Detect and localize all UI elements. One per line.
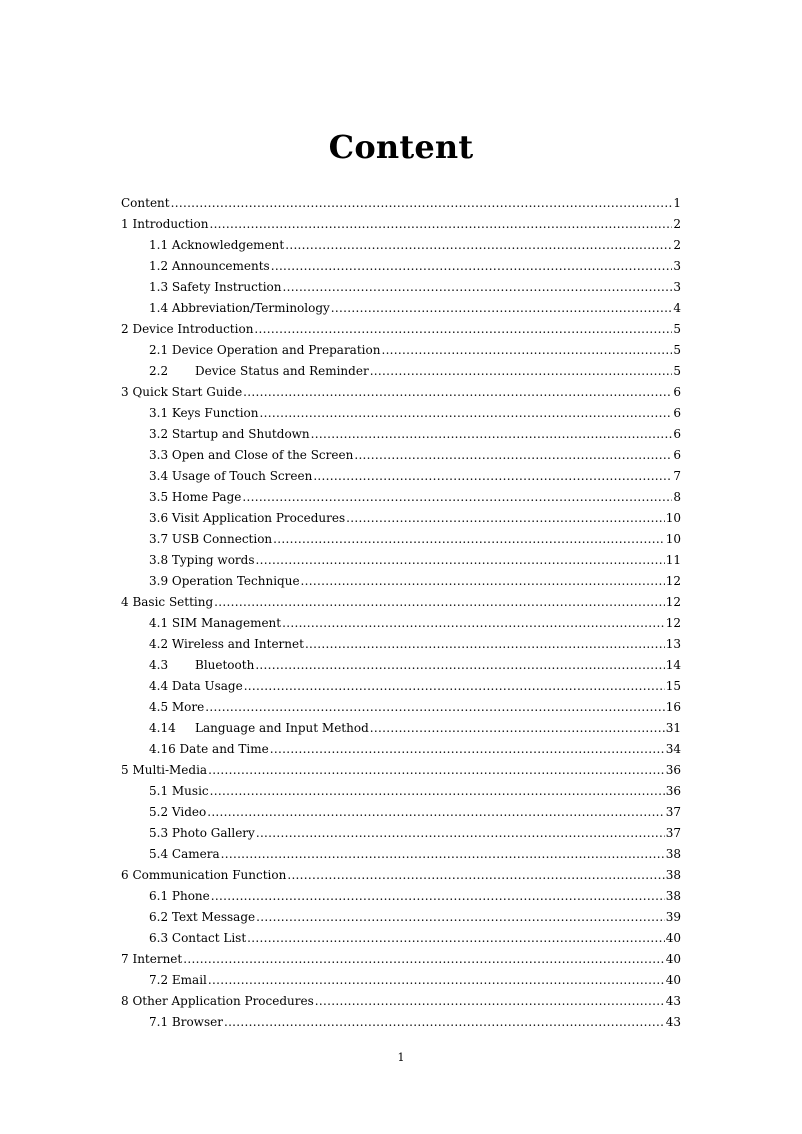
toc-entry[interactable] [121,489,681,510]
toc-entry-title: 1.4 Abbreviation/Terminology [149,301,330,315]
toc-leader-dots [214,594,665,610]
toc-leader-dots [287,867,664,883]
toc-entry-title: 1.3 Safety Instruction [149,280,282,294]
toc-leader-dots [171,195,673,211]
toc-entry[interactable] [121,573,681,594]
toc-leader-dots [315,993,665,1009]
toc-entry[interactable] [121,762,681,783]
toc-entry[interactable] [121,930,681,951]
toc-entry-title: 1.2 Announcements [149,259,270,273]
toc-entry[interactable] [121,615,681,636]
toc-entry-page: 12 [665,616,681,630]
toc-entry[interactable] [121,531,681,552]
toc-entry[interactable] [121,447,681,468]
toc-entry-page: 3 [673,280,681,294]
toc-leader-dots [244,678,665,694]
toc-entry-title: 3.3 Open and Close of the Screen [149,448,354,462]
toc-entry-page: 3 [673,259,681,273]
toc-entry-title: 4.1 SIM Management [149,616,282,630]
toc-leader-dots [205,699,664,715]
toc-entry-title: 3.1 Keys Function [149,406,259,420]
toc-entry[interactable] [121,972,681,993]
toc-entry-title: 7 Internet [121,952,183,966]
toc-entry-page: 31 [665,721,681,735]
toc-leader-dots [208,972,665,988]
toc-entry[interactable] [121,594,681,615]
toc-entry-page: 5 [673,322,681,336]
toc-leader-dots [346,510,665,526]
toc-leader-dots [210,783,665,799]
toc-entry[interactable] [121,300,681,321]
toc-leader-dots [207,804,665,820]
toc-entry-title: 5.1 Music [149,784,209,798]
toc-entry-page: 10 [665,532,681,546]
toc-entry-page: 37 [665,805,681,819]
toc-entry[interactable] [121,720,681,741]
toc-entry[interactable] [121,888,681,909]
toc-entry-page: 7 [673,469,681,483]
toc-leader-dots [247,930,665,946]
toc-leader-dots [370,720,665,736]
toc-entry[interactable] [121,237,681,258]
toc-entry-page: 43 [665,994,681,1008]
toc-entry-page: 5 [673,343,681,357]
toc-entry-title: 6.3 Contact List [149,931,247,945]
toc-entry-page: 6 [673,448,681,462]
toc-entry[interactable] [121,1014,681,1035]
toc-leader-dots [256,552,665,568]
toc-entry-title: 3.8 Typing words [149,553,255,567]
toc-entry[interactable] [121,426,681,447]
toc-entry-title: 6 Communication Function [121,868,287,882]
toc-leader-dots [282,615,665,631]
toc-entry-page: 38 [665,889,681,903]
toc-entry-page: 39 [665,910,681,924]
toc-entry-page: 12 [665,595,681,609]
toc-leader-dots [271,258,673,274]
toc-entry-title: 3.6 Visit Application Procedures [149,511,346,525]
toc-entry-number: 4.14 [149,721,176,735]
toc-leader-dots [354,447,672,463]
toc-entry-page: 6 [673,406,681,420]
toc-leader-dots [255,657,664,673]
toc-entry[interactable] [121,405,681,426]
toc-leader-dots [301,573,665,589]
toc-entry[interactable] [121,468,681,489]
toc-entry[interactable] [121,258,681,279]
toc-entry-page: 14 [665,658,681,672]
toc-leader-dots [273,531,665,547]
toc-entry-page: 34 [665,742,681,756]
toc-entry[interactable] [121,657,681,678]
toc-entry-page: 37 [665,826,681,840]
toc-entry-page: 40 [665,973,681,987]
toc-entry[interactable] [121,342,681,363]
toc-entry-title: 4 Basic Setting [121,595,214,609]
toc-entry[interactable] [121,825,681,846]
toc-entry-title: 3.7 USB Connection [149,532,273,546]
toc-entry-page: 38 [665,868,681,882]
toc-entry-page: 6 [673,385,681,399]
toc-leader-dots [270,741,665,757]
toc-entry-number: 2.2 [149,364,169,378]
toc-leader-dots [183,951,664,967]
toc-entry-page: 10 [665,511,681,525]
toc-entry-title: Content [121,196,170,210]
toc-entry[interactable] [121,552,681,573]
toc-entry-title: 7.1 Browser [149,1015,223,1029]
toc-entry-page: 4 [673,301,681,315]
toc-entry-text: Device Status and Reminder [195,364,369,378]
toc-leader-dots [209,216,672,232]
toc-entry-title: 2 Device Introduction [121,322,254,336]
toc-entry-title: 4.16 Date and Time [149,742,269,756]
toc-entry-page: 40 [665,952,681,966]
toc-entry-title: 6.1 Phone [149,889,210,903]
toc-entry-title: 4.2 Wireless and Internet [149,637,304,651]
toc-entry-title: 2.1 Device Operation and Preparation [149,343,381,357]
toc-leader-dots [381,342,672,358]
toc-entry-page: 2 [673,217,681,231]
toc-entry[interactable] [121,636,681,657]
toc-leader-dots [254,321,672,337]
toc-entry-title: 1.1 Acknowledgement [149,238,285,252]
toc-entry-page: 38 [665,847,681,861]
toc-entry-title [149,363,369,379]
toc-entry[interactable] [121,783,681,804]
toc-entry-title [149,657,254,673]
toc-entry-page: 1 [673,196,681,210]
toc-entry[interactable] [121,510,681,531]
toc-leader-dots [243,384,672,400]
toc-entry-title: 5.2 Video [149,805,207,819]
toc-entry-page: 43 [665,1015,681,1029]
toc-entry-page: 8 [673,490,681,504]
toc-entry[interactable] [121,321,681,342]
toc-leader-dots [256,909,665,925]
table-of-contents [121,195,681,1035]
toc-leader-dots [311,426,673,442]
toc-entry[interactable] [121,741,681,762]
toc-leader-dots [282,279,672,295]
toc-entry[interactable] [121,678,681,699]
toc-entry[interactable] [121,867,681,888]
toc-entry-number: 4.3 [149,658,169,672]
toc-leader-dots [285,237,672,253]
toc-leader-dots [221,846,665,862]
toc-entry-title: 5.4 Camera [149,847,220,861]
toc-entry-page: 16 [665,700,681,714]
toc-leader-dots [211,888,665,904]
toc-entry-title: 4.4 Data Usage [149,679,243,693]
toc-entry-title: 4.5 More [149,700,205,714]
toc-leader-dots [331,300,673,316]
toc-entry[interactable] [121,699,681,720]
toc-entry-title: 8 Other Application Procedures [121,994,314,1008]
toc-entry[interactable] [121,363,681,384]
toc-entry[interactable] [121,384,681,405]
toc-entry-title: 5 Multi-Media [121,763,208,777]
toc-leader-dots [208,762,665,778]
toc-entry-page: 36 [665,763,681,777]
toc-entry-page: 2 [673,238,681,252]
toc-entry[interactable] [121,279,681,300]
toc-entry-title: 6.2 Text Message [149,910,256,924]
toc-leader-dots [224,1014,665,1030]
toc-entry-title: 3.5 Home Page [149,490,242,504]
toc-entry[interactable] [121,804,681,825]
toc-entry-title: 7.2 Email [149,973,207,987]
toc-entry-page: 36 [665,784,681,798]
toc-entry-page: 5 [673,364,681,378]
toc-entry-page: 12 [665,574,681,588]
page-title: Content [328,128,474,166]
toc-entry-page: 6 [673,427,681,441]
toc-entry-text: Language and Input Method [195,721,369,735]
toc-entry[interactable] [121,195,681,216]
toc-leader-dots [260,405,673,421]
toc-entry[interactable] [121,909,681,930]
toc-entry-title [149,720,369,736]
toc-entry-title: 3.2 Startup and Shutdown [149,427,310,441]
toc-entry-title: 3.9 Operation Technique [149,574,300,588]
toc-leader-dots [256,825,665,841]
toc-entry-page: 13 [665,637,681,651]
toc-leader-dots [370,363,673,379]
toc-entry-page: 40 [665,931,681,945]
toc-entry[interactable] [121,846,681,867]
toc-entry[interactable] [121,951,681,972]
toc-entry-page: 11 [665,553,681,567]
toc-entry-page: 15 [665,679,681,693]
toc-entry-title: 5.3 Photo Gallery [149,826,255,840]
toc-entry-text: Bluetooth [195,658,255,672]
toc-entry[interactable] [121,216,681,237]
toc-leader-dots [305,636,665,652]
page-number: 1 [397,1051,405,1064]
toc-entry-title: 3 Quick Start Guide [121,385,243,399]
toc-leader-dots [242,489,672,505]
toc-entry-title: 3.4 Usage of Touch Screen [149,469,313,483]
toc-leader-dots [313,468,672,484]
toc-entry-title: 1 Introduction [121,217,209,231]
toc-entry[interactable] [121,993,681,1014]
